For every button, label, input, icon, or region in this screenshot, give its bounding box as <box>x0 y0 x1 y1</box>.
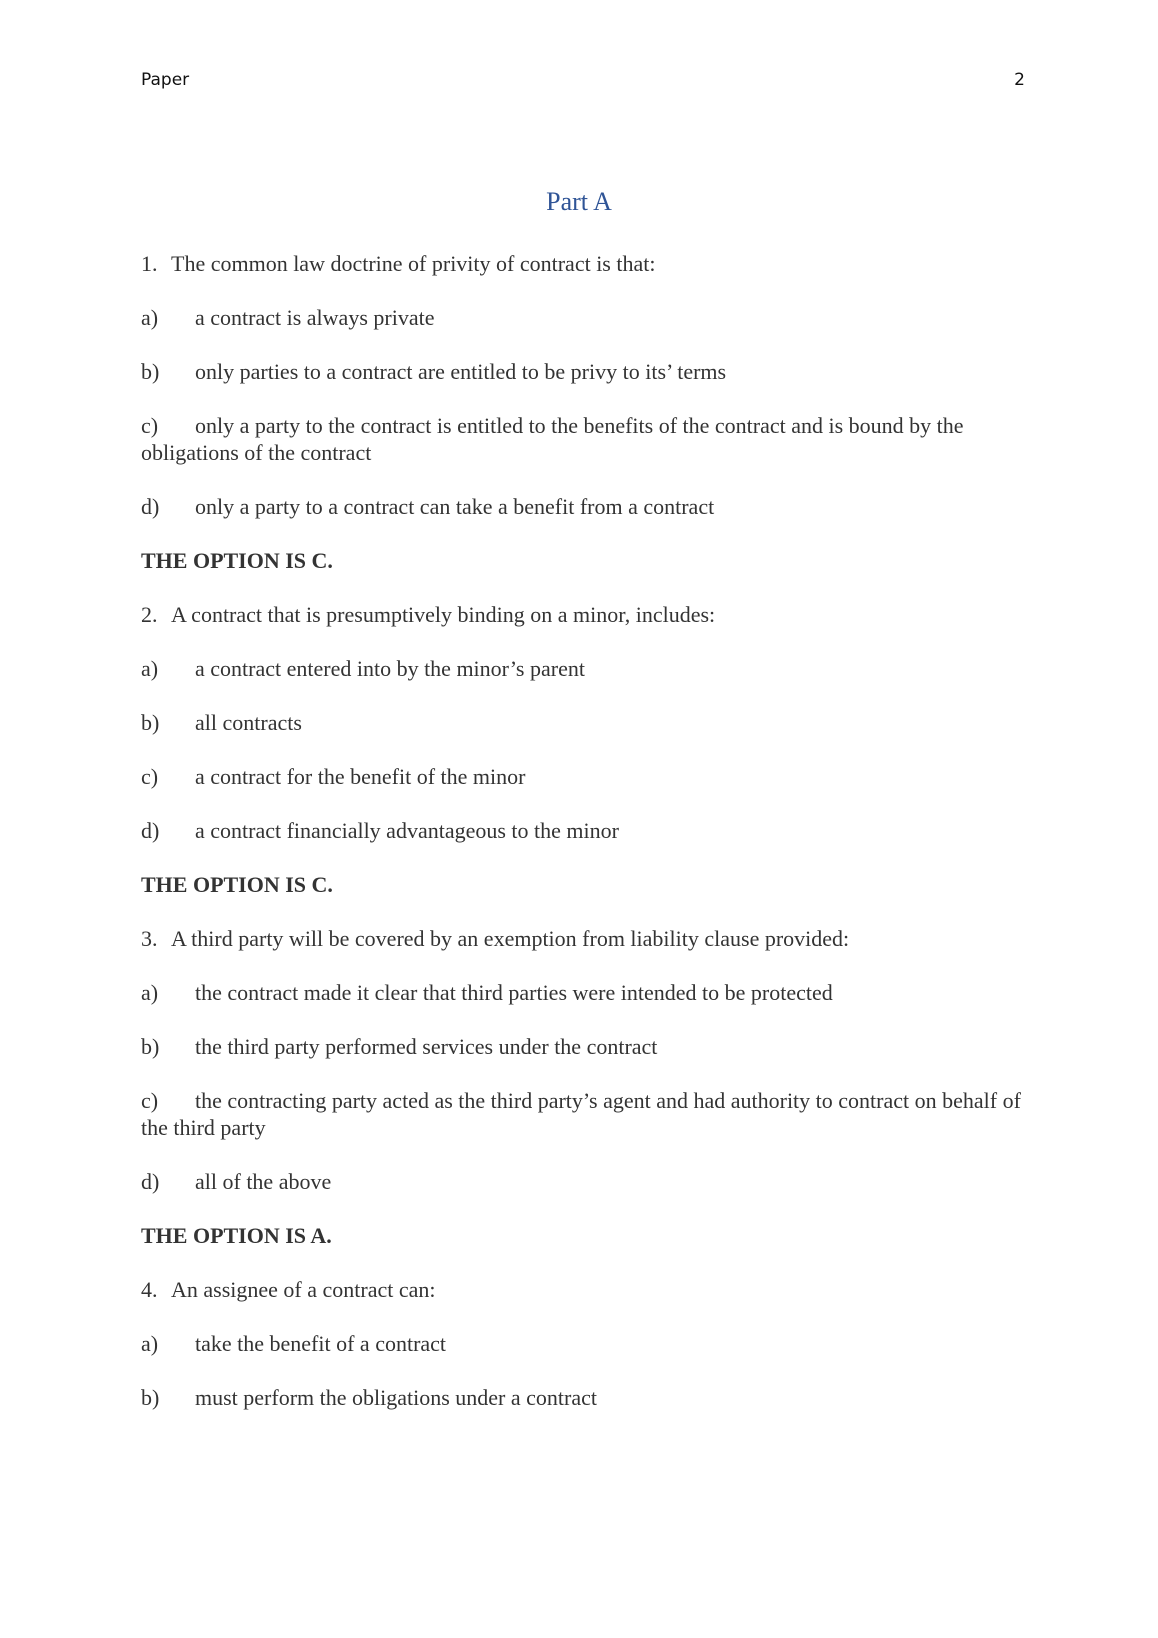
question-number: 3. <box>141 926 158 951</box>
answer-1: THE OPTION IS C. <box>141 548 333 573</box>
option-2d <box>141 817 1025 844</box>
option-text: only parties to a contract are entitled to be privy to its’ terms <box>195 359 727 384</box>
header-running-title: Paper <box>141 70 190 90</box>
option-letter: a) <box>141 656 159 681</box>
option-text: the third party performed services under the contract <box>195 1034 658 1059</box>
option-letter: b) <box>141 710 160 735</box>
option-2b <box>141 709 1025 736</box>
option-letter: a) <box>141 1331 159 1356</box>
option-3d <box>141 1168 1025 1195</box>
option-text: a contract is always private <box>195 305 435 330</box>
option-text: the contracting party acted as the third party’s agent and had authority to contract on behalf of the third party <box>141 1088 1021 1140</box>
section-title: Part A <box>546 187 612 216</box>
option-letter: d) <box>141 494 160 519</box>
option-2c <box>141 763 1025 790</box>
option-letter: b) <box>141 1034 160 1059</box>
question-3 <box>141 925 1025 952</box>
question-number: 4. <box>141 1277 158 1302</box>
question-1 <box>141 250 1025 277</box>
option-text: only a party to the contract is entitled to the benefits of the contract and is bound by the obligations of the contract <box>141 413 964 465</box>
page-number: 2 <box>1014 70 1025 90</box>
option-2a <box>141 655 1025 682</box>
question-2 <box>141 601 1025 628</box>
answer-3: THE OPTION IS A. <box>141 1223 332 1248</box>
option-letter: b) <box>141 1385 160 1410</box>
option-text: a contract for the benefit of the minor <box>195 764 526 789</box>
option-text: take the benefit of a contract <box>195 1331 447 1356</box>
option-3a <box>141 979 1025 1006</box>
option-text: a contract financially advantageous to the minor <box>195 818 619 843</box>
option-text: only a party to a contract can take a benefit from a contract <box>195 494 715 519</box>
option-letter: c) <box>141 764 159 789</box>
option-4a <box>141 1330 1025 1357</box>
option-text: all of the above <box>195 1169 332 1194</box>
answer-2: THE OPTION IS C. <box>141 872 333 897</box>
option-text: a contract entered into by the minor’s parent <box>195 656 585 681</box>
option-4b <box>141 1384 1025 1411</box>
question-4 <box>141 1276 1025 1303</box>
question-text: A contract that is presumptively binding on a minor, includes: <box>171 602 716 627</box>
option-letter: d) <box>141 818 160 843</box>
option-1a <box>141 304 1025 331</box>
question-number: 1. <box>141 251 158 276</box>
option-text: must perform the obligations under a contract <box>195 1385 597 1410</box>
option-letter: d) <box>141 1169 160 1194</box>
option-1b <box>141 358 1025 385</box>
question-text: An assignee of a contract can: <box>171 1277 436 1302</box>
option-letter: a) <box>141 980 159 1005</box>
option-3c <box>141 1087 1025 1141</box>
question-text: A third party will be covered by an exemption from liability clause provided: <box>171 926 850 951</box>
option-text: the contract made it clear that third parties were intended to be protected <box>195 980 833 1005</box>
option-letter: c) <box>141 1088 159 1113</box>
option-letter: c) <box>141 413 159 438</box>
option-letter: b) <box>141 359 160 384</box>
option-3b <box>141 1033 1025 1060</box>
option-letter: a) <box>141 305 159 330</box>
option-1c <box>141 412 1025 466</box>
option-text: all contracts <box>195 710 302 735</box>
option-1d <box>141 493 1025 520</box>
question-number: 2. <box>141 602 158 627</box>
question-text: The common law doctrine of privity of contract is that: <box>171 251 656 276</box>
